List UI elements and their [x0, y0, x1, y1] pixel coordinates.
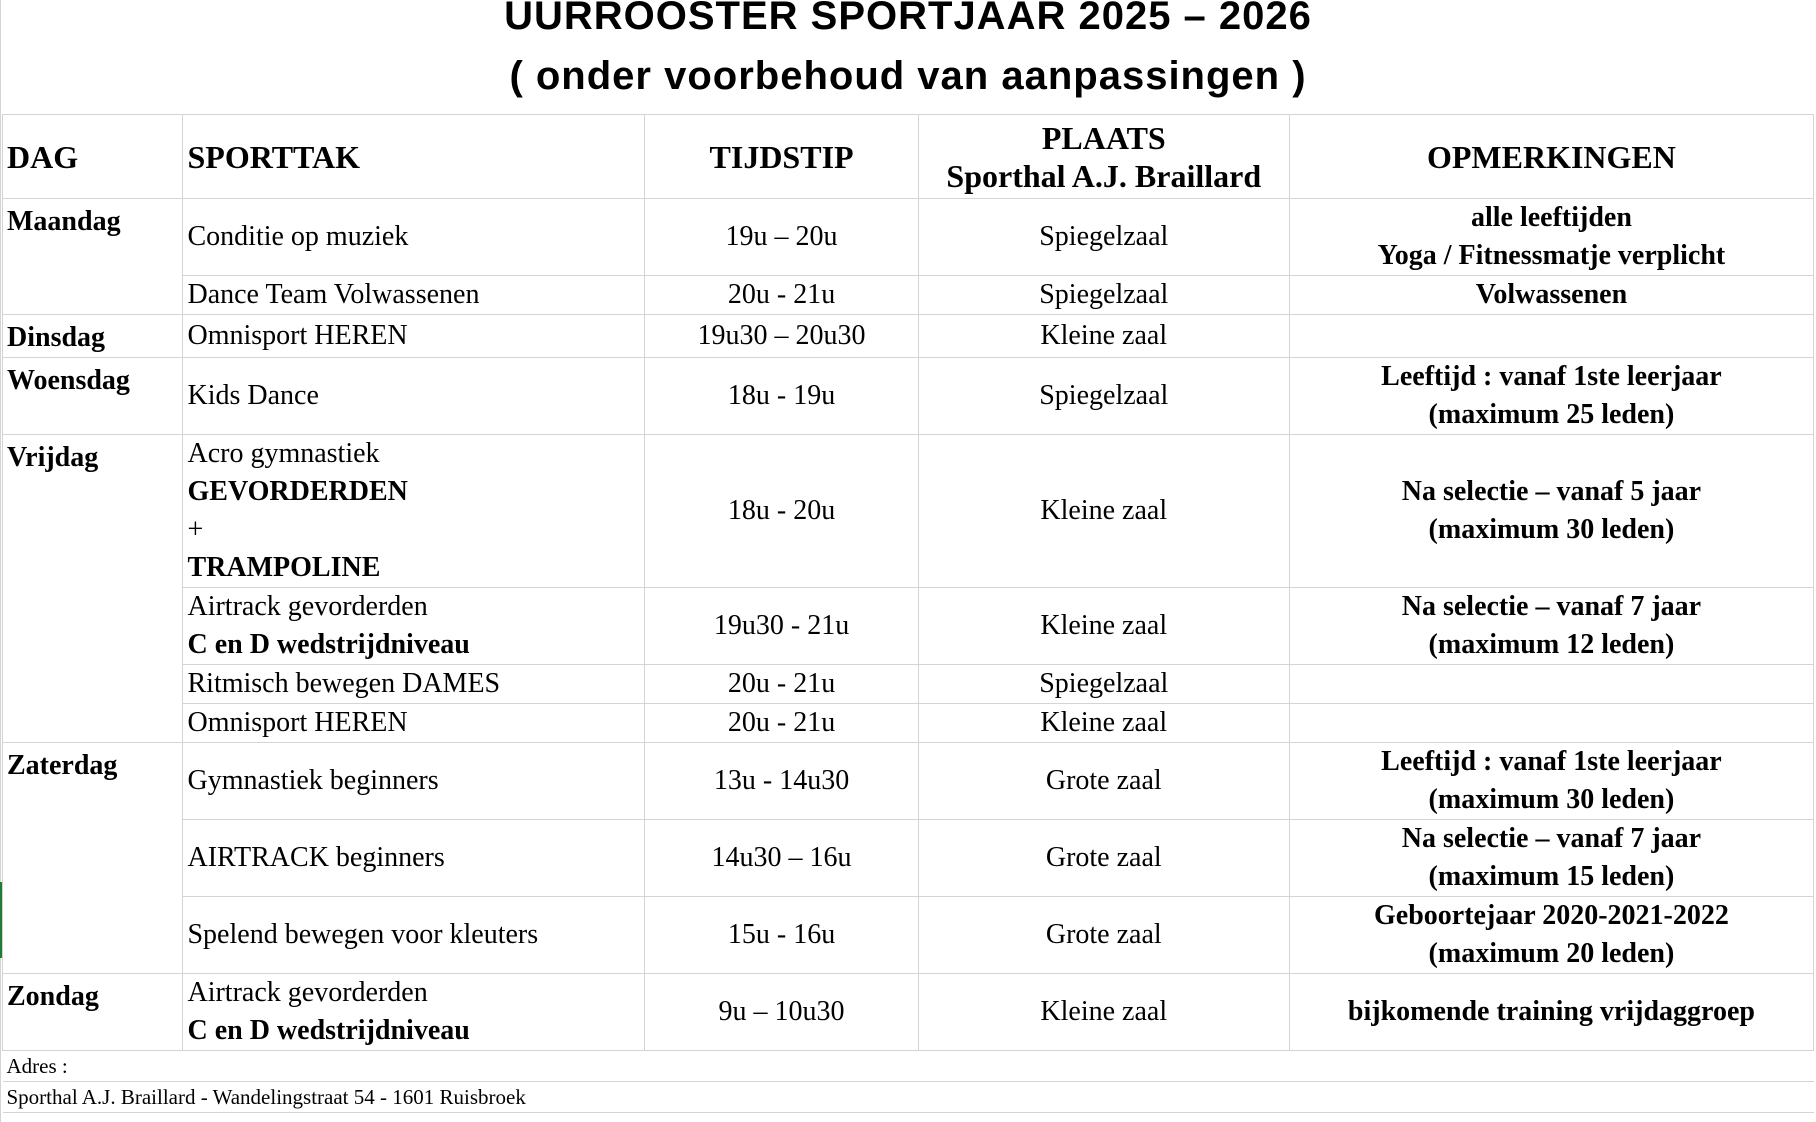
sport-line: +	[187, 514, 204, 545]
sport-cell: Conditie op muziek	[183, 199, 645, 276]
remark-line: (maximum 30 leden)	[1428, 514, 1675, 545]
place-cell: Grote zaal	[918, 897, 1289, 974]
sport-cell	[183, 974, 645, 1051]
time-cell: 15u - 16u	[645, 897, 918, 974]
time-cell: 19u30 – 20u30	[645, 315, 918, 358]
header-opmerkingen: OPMERKINGEN	[1289, 115, 1813, 199]
sport-cell	[183, 588, 645, 665]
sport-line: C en D wedstrijdniveau	[187, 629, 470, 660]
sport-line: Airtrack gevorderden	[187, 591, 428, 622]
sport-line: GEVORDERDEN	[187, 476, 408, 507]
remark-line: Leeftijd : vanaf 1ste leerjaar	[1381, 746, 1722, 777]
day-cell: Zaterdag	[3, 743, 183, 974]
header-plaats-line2: Sporthal A.J. Braillard	[946, 157, 1262, 194]
remark-cell	[1289, 820, 1813, 897]
day-cell: Woensdag	[3, 358, 183, 435]
sport-cell: Spelend bewegen voor kleuters	[183, 897, 645, 974]
place-cell: Kleine zaal	[918, 704, 1289, 743]
sport-line: TRAMPOLINE	[187, 552, 381, 583]
time-cell: 20u - 21u	[645, 665, 918, 704]
remark-line: Na selectie – vanaf 7 jaar	[1401, 823, 1702, 854]
remark-cell	[1289, 588, 1813, 665]
remark-line: (maximum 25 leden)	[1428, 399, 1675, 430]
place-cell: Spiegelzaal	[918, 665, 1289, 704]
time-cell: 13u - 14u30	[645, 743, 918, 820]
time-cell: 18u - 20u	[645, 435, 918, 588]
address-label: Adres :	[3, 1051, 1814, 1082]
table-row	[3, 665, 1814, 704]
time-cell: 19u – 20u	[645, 199, 918, 276]
day-cell: Dinsdag	[3, 315, 183, 358]
place-cell: Spiegelzaal	[918, 276, 1289, 315]
table-row	[3, 588, 1814, 665]
remark-cell	[1289, 665, 1813, 704]
header-plaats-line1: PLAATS	[1041, 119, 1166, 156]
address-text: Sporthal A.J. Braillard - Wandelingstraat 54 - 1601 Ruisbroek	[3, 1082, 1814, 1113]
remark-line: (maximum 15 leden)	[1428, 861, 1675, 892]
sport-cell: Dance Team Volwassenen	[183, 276, 645, 315]
remark-line: Yoga / Fitnessmatje verplicht	[1377, 240, 1726, 271]
remark-line: alle leeftijden	[1470, 202, 1632, 233]
place-cell: Spiegelzaal	[918, 358, 1289, 435]
sport-cell: Ritmisch bewegen DAMES	[183, 665, 645, 704]
sport-cell: Kids Dance	[183, 358, 645, 435]
remark-cell	[1289, 435, 1813, 588]
table-row	[3, 199, 1814, 276]
time-cell: 14u30 – 16u	[645, 820, 918, 897]
remark-line: (maximum 30 leden)	[1428, 784, 1675, 815]
remark-cell: Volwassenen	[1289, 276, 1813, 315]
table-row	[3, 897, 1814, 974]
table-row	[3, 315, 1814, 358]
page-title: UURROOSTER SPORTJAAR 2025 – 2026	[504, 0, 1312, 38]
day-cell: Vrijdag	[3, 435, 183, 743]
schedule-table	[2, 114, 1814, 1113]
header-plaats	[918, 115, 1289, 199]
time-cell: 18u - 19u	[645, 358, 918, 435]
remark-line: (maximum 20 leden)	[1428, 938, 1675, 969]
day-cell: Zondag	[3, 974, 183, 1051]
sport-cell: Gymnastiek beginners	[183, 743, 645, 820]
sport-cell: Omnisport HEREN	[183, 315, 645, 358]
table-row	[3, 358, 1814, 435]
sport-cell	[183, 435, 645, 588]
page-subtitle: ( onder voorbehoud van aanpassingen )	[509, 54, 1307, 98]
table-row	[3, 974, 1814, 1051]
remark-cell	[1289, 743, 1813, 820]
table-row	[3, 276, 1814, 315]
header-dag: DAG	[3, 115, 183, 199]
remark-cell	[1289, 897, 1813, 974]
place-cell: Grote zaal	[918, 820, 1289, 897]
place-cell: Kleine zaal	[918, 435, 1289, 588]
table-row	[3, 704, 1814, 743]
time-cell: 20u - 21u	[645, 704, 918, 743]
remark-line: Na selectie – vanaf 5 jaar	[1401, 476, 1702, 507]
place-cell: Grote zaal	[918, 743, 1289, 820]
sport-cell: Omnisport HEREN	[183, 704, 645, 743]
remark-line: Na selectie – vanaf 7 jaar	[1401, 591, 1702, 622]
footer-row	[3, 1051, 1814, 1082]
remark-cell	[1289, 358, 1813, 435]
header-sporttak: SPORTTAK	[183, 115, 645, 199]
remark-cell	[1289, 199, 1813, 276]
header-tijdstip: TIJDSTIP	[645, 115, 918, 199]
sport-line: Airtrack gevorderden	[187, 977, 428, 1008]
footer-row	[3, 1082, 1814, 1113]
remark-cell: bijkomende training vrijdaggroep	[1289, 974, 1813, 1051]
place-cell: Kleine zaal	[918, 974, 1289, 1051]
time-cell: 19u30 - 21u	[645, 588, 918, 665]
remark-line: Geboortejaar 2020-2021-2022	[1374, 900, 1729, 931]
selection-marker	[0, 882, 2, 958]
place-cell: Kleine zaal	[918, 315, 1289, 358]
day-cell: Maandag	[3, 199, 183, 315]
sport-line: C en D wedstrijdniveau	[187, 1015, 470, 1046]
remark-cell	[1289, 315, 1813, 358]
sport-cell: AIRTRACK beginners	[183, 820, 645, 897]
header-row	[3, 115, 1814, 199]
place-cell: Kleine zaal	[918, 588, 1289, 665]
place-cell: Spiegelzaal	[918, 199, 1289, 276]
remark-cell	[1289, 704, 1813, 743]
table-row	[3, 435, 1814, 588]
time-cell: 9u – 10u30	[645, 974, 918, 1051]
remark-line: Leeftijd : vanaf 1ste leerjaar	[1381, 361, 1722, 392]
table-row	[3, 820, 1814, 897]
remark-line: (maximum 12 leden)	[1428, 629, 1675, 660]
sport-line: Acro gymnastiek	[187, 438, 380, 469]
table-row	[3, 743, 1814, 820]
time-cell: 20u - 21u	[645, 276, 918, 315]
